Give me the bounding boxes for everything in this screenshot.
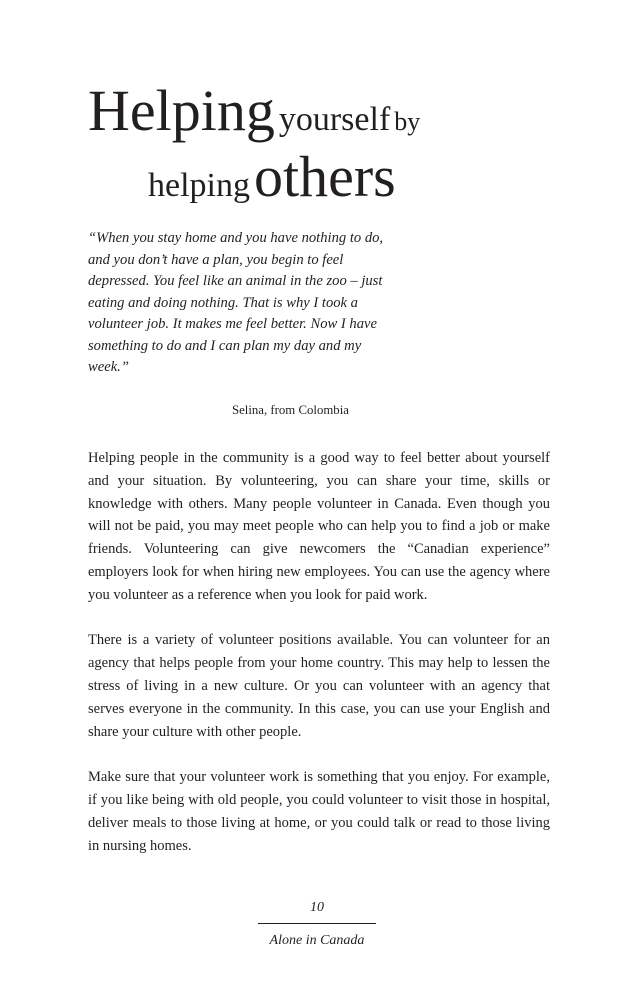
quote-attribution: Selina, from Colombia — [232, 403, 349, 417]
title-word-helping: Helping — [88, 78, 275, 143]
title-word-by: by — [394, 107, 421, 136]
body-text — [88, 447, 550, 880]
title-word-helping-2: helping — [148, 167, 250, 204]
page-footer — [258, 898, 376, 950]
title-line-2 — [148, 144, 396, 209]
quote-text: “When you stay home and you have nothing to do, and you don’t have a plan, you begin to feel depressed. You feel like an animal in the zoo – just eating and doing nothing. That is why I took a volunteer job. It makes me feel better. Now I have something to do and I can plan my day and my week.” — [88, 230, 384, 375]
footer-divider — [258, 923, 376, 924]
paragraph-1: Helping people in the community is a good way to feel better about yourself and your situation. By volunteering, you can share your time, skills or knowledge with others. Many people volunteer in Canada. Even though you will not be paid, you may meet people who can help you to find a job or make friends. Volunteering can give newcomers the “Canadian experience” employers look for when hiring new employees. You can use the agency where you volunteer as a reference when you look for paid work. — [88, 450, 550, 603]
pull-quote — [88, 228, 388, 379]
title-line-1 — [88, 78, 421, 143]
page-number: 10 — [310, 900, 324, 915]
paragraph-3: Make sure that your volunteer work is something that you enjoy. For example, if you like being with old people, you could volunteer to visit those in hospital, deliver meals to those living at home, or you could talk or read to those living in nursing homes. — [88, 769, 550, 854]
footer-book-title: Alone in Canada — [269, 933, 365, 948]
page-title — [0, 0, 638, 210]
paragraph-2: There is a variety of volunteer positions available. You can volunteer for an agency that helps people from your home country. This may help to lessen the stress of living in a new culture. Or you can volunteer with an agency that serves everyone in the community. In this case, you can use your English and share your culture with other people. — [88, 632, 550, 740]
title-word-yourself: yourself — [278, 101, 391, 138]
title-word-others: others — [253, 144, 396, 209]
